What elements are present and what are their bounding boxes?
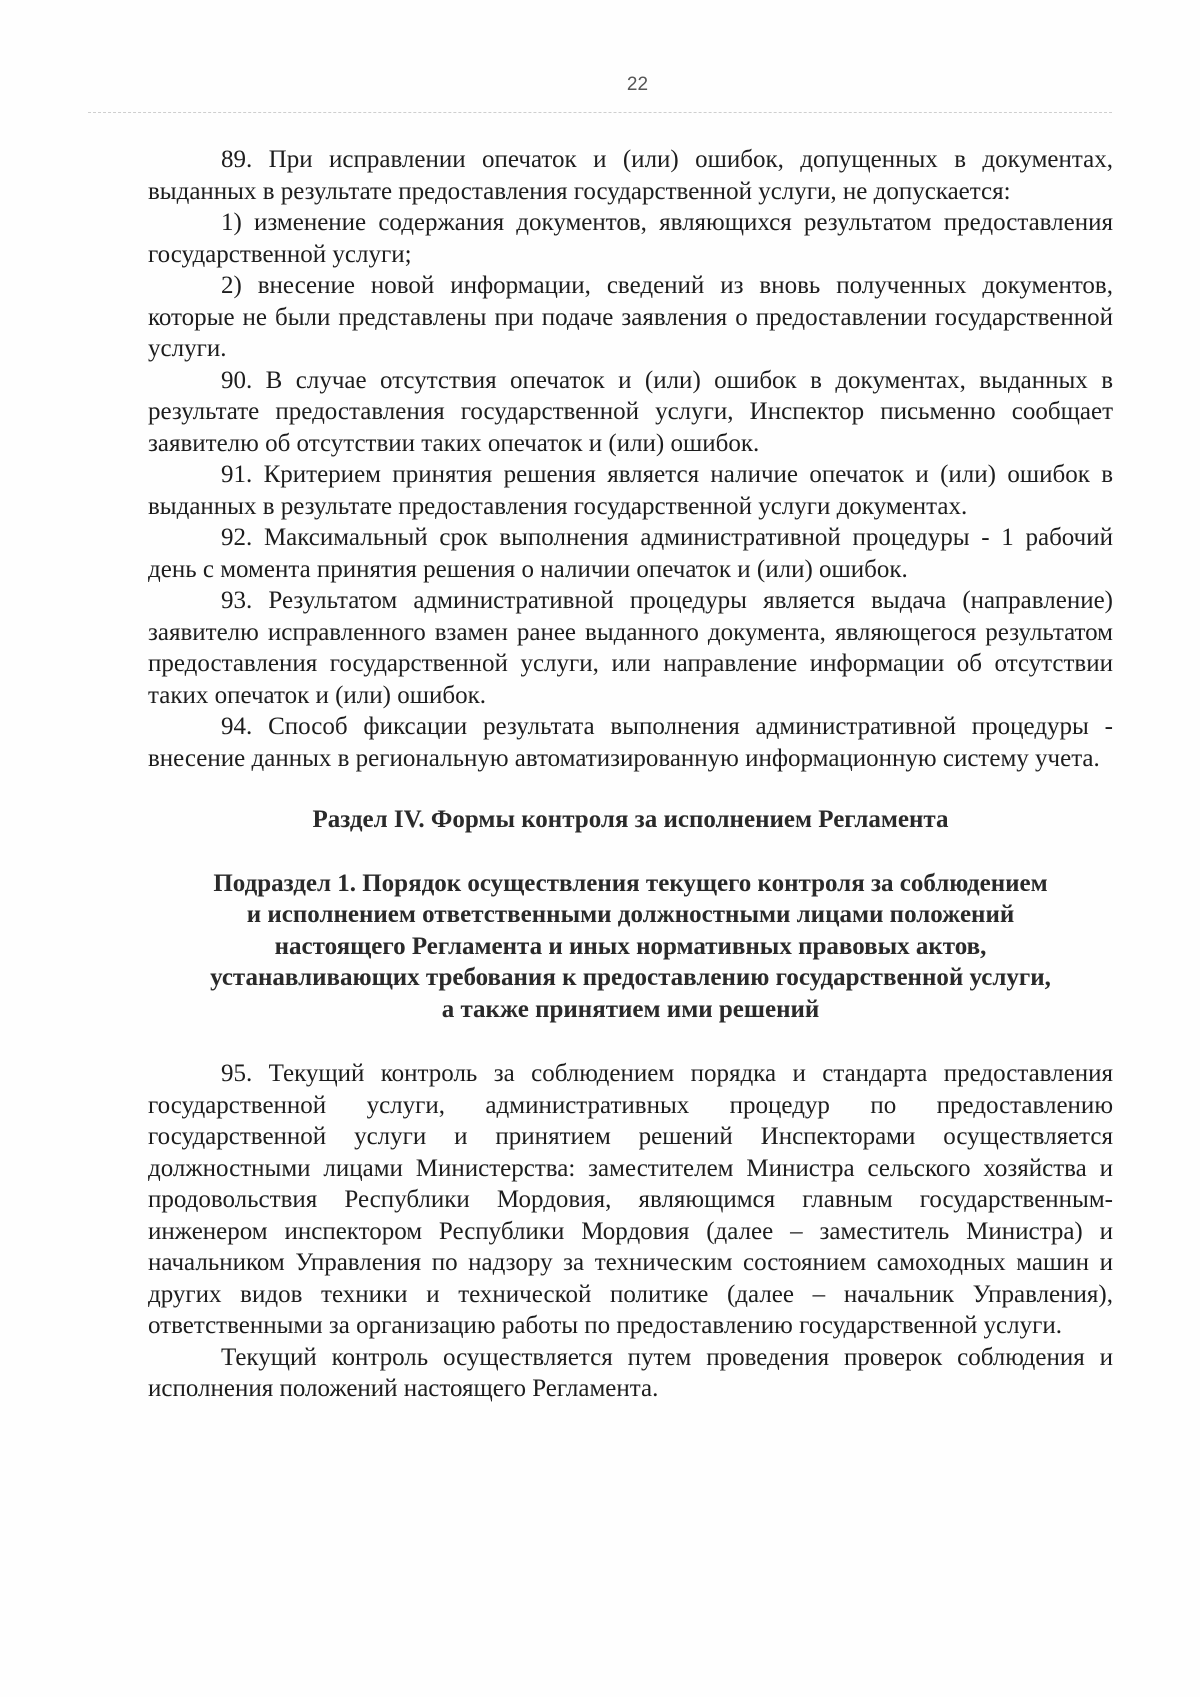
paragraph-95: 95. Текущий контроль за соблюдением порядка и стандарта предоставления государственной услуги, административных процедур по предоставлению государственной услуги и принятием решений Инспекторами осуществляется должностными лицами Министерства: заместителем Министра сельского хозяйства и продовольствия Республики Мордовия, являющимся главным государственным-инженером инспектором Республики Мордовия (далее – заместитель Министра) и начальником Управления по надзору за техническим состоянием самоходных машин и других видов техники и технической политике (далее – начальник Управления), ответственными за организацию работы по предоставлению государственной услуги. [148,1060,1113,1339]
subsection-title-line: Подраздел 1. Порядок осуществления текущего контроля за соблюдением [213,869,1048,897]
subsection-title-line: устанавливающих требования к предоставлению государственной услуги, [210,964,1051,991]
paragraph-93: 93. Результатом административной процедуры является выдача (направление) заявителю исправленного взамен ранее выданного документа, являющегося результатом предоставления государственной услуги, или направление информации об отсутствии таких опечаток и (или) ошибок. [148,587,1113,709]
paragraph-89: 89. При исправлении опечаток и (или) ошибок, допущенных в документах, выданных в результате предоставления государственной услуги, не допускается: [148,146,1113,205]
paragraph-current-control: Текущий контроль осуществляется путем проведения проверок соблюдения и исполнения положений настоящего Регламента. [148,1343,1113,1402]
document-body [148,144,1113,1405]
section-title: Раздел IV. Формы контроля за исполнением Регламента [312,806,949,833]
subsection-title-line: и исполнением ответственными должностными лицами положений [246,901,1015,928]
list-item-1: 1) изменение содержания документов, являющихся результатом предоставления государственной услуги; [148,209,1113,268]
subsection-title [148,868,1113,1026]
paragraph-94: 94. Способ фиксации результата выполнения административной процедуры - внесение данных в региональную автоматизированную информационную систему учета. [148,713,1113,772]
page-number: 22 [626,74,649,95]
paragraph-90: 90. В случае отсутствия опечаток и (или) ошибок в документах, выданных в результате предоставления государственной услуги, Инспектор письменно сообщает заявителю об отсутствии таких опечаток и (или) ошибок. [148,366,1113,457]
paragraph-92: 92. Максимальный срок выполнения административной процедуры - 1 рабочий день с момента принятия решения о наличии опечаток и (или) ошибок. [148,524,1113,583]
header-divider [88,112,1112,113]
paragraph-91: 91. Критерием принятия решения является наличие опечаток и (или) ошибок в выданных в результате предоставления государственной услуги документах. [148,461,1113,520]
list-item-2: 2) внесение новой информации, сведений из вновь полученных документов, которые не были представлены при подаче заявления о предоставлении государственной услуги. [148,272,1113,362]
subsection-title-line: а также принятием ими решений [441,995,820,1023]
subsection-title-line: настоящего Регламента и иных нормативных правовых актов, [274,932,987,960]
